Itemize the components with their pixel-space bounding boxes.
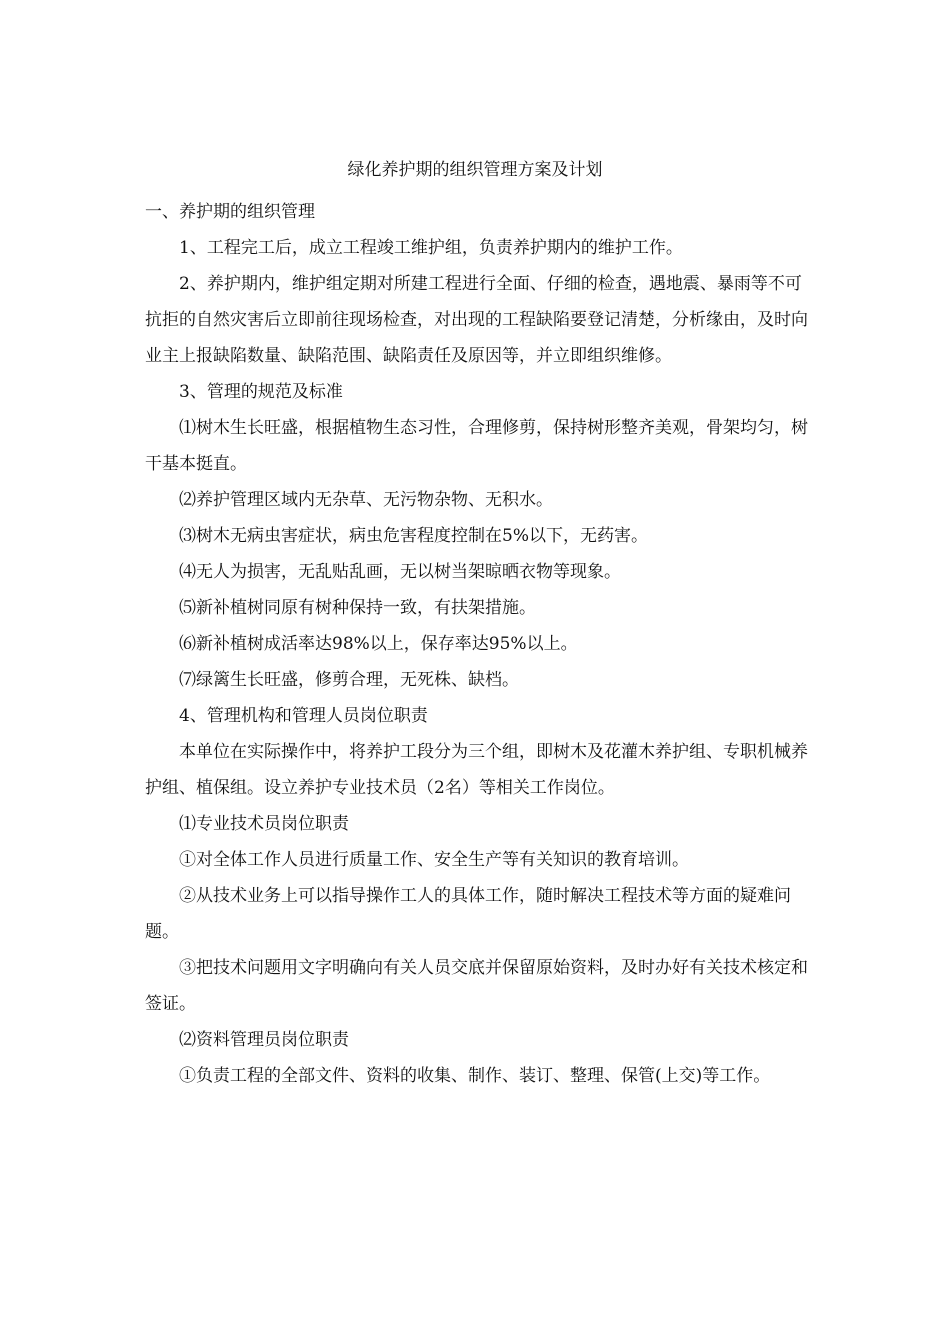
body-paragraph: ⑺绿篱生长旺盛，修剪合理，无死株、缺档。 xyxy=(179,670,519,690)
body-paragraph: ⑴专业技术员岗位职责 xyxy=(179,814,349,834)
body-paragraph: ⑴树木生长旺盛，根据植物生态习性，合理修剪，保持树形整齐美观，骨架均匀，树干基本挺直。 xyxy=(145,418,808,474)
document-title: 绿化养护期的组织管理方案及计划 xyxy=(347,160,603,180)
document-body xyxy=(145,194,810,1094)
section-heading: 一、养护期的组织管理 xyxy=(145,202,315,222)
body-paragraph: ②从技术业务上可以指导操作工人的具体工作，随时解决工程技术等方面的疑难问题。 xyxy=(145,886,791,942)
body-paragraph: 1、工程完工后，成立工程竣工维护组，负责养护期内的维护工作。 xyxy=(179,238,683,258)
body-paragraph: 4、管理机构和管理人员岗位职责 xyxy=(179,706,428,726)
body-paragraph: ⑶树木无病虫害症状，病虫危害程度控制在5%以下，无药害。 xyxy=(179,526,648,546)
body-paragraph: 2、养护期内，维护组定期对所建工程进行全面、仔细的检查，遇地震、暴雨等不可抗拒的自然灾害后立即前往现场检查，对出现的工程缺陷要登记清楚，分析缘由，及时向业主上报缺陷数量、缺陷范围、缺陷责任及原因等，并立即组织维修。 xyxy=(145,274,808,366)
body-paragraph: ③把技术问题用文字明确向有关人员交底并保留原始资料，及时办好有关技术核定和签证。 xyxy=(145,958,808,1014)
body-paragraph: ⑹新补植树成活率达98%以上，保存率达95%以上。 xyxy=(179,634,578,654)
body-paragraph: 本单位在实际操作中，将养护工段分为三个组，即树木及花灌木养护组、专职机械养护组、植保组。设立养护专业技术员（2名）等相关工作岗位。 xyxy=(145,742,808,798)
body-paragraph: 3、管理的规范及标准 xyxy=(179,382,343,402)
body-paragraph: ⑸新补植树同原有树种保持一致，有扶架措施。 xyxy=(179,598,536,618)
body-paragraph: ⑷无人为损害，无乱贴乱画，无以树当架晾晒衣物等现象。 xyxy=(179,562,621,582)
body-paragraph: ①对全体工作人员进行质量工作、安全生产等有关知识的教育培训。 xyxy=(179,850,689,870)
body-paragraph: ⑵养护管理区域内无杂草、无污物杂物、无积水。 xyxy=(179,490,553,510)
body-paragraph: ①负责工程的全部文件、资料的收集、制作、装订、整理、保管(上交)等工作。 xyxy=(179,1066,771,1086)
body-paragraph: ⑵资料管理员岗位职责 xyxy=(179,1030,349,1050)
